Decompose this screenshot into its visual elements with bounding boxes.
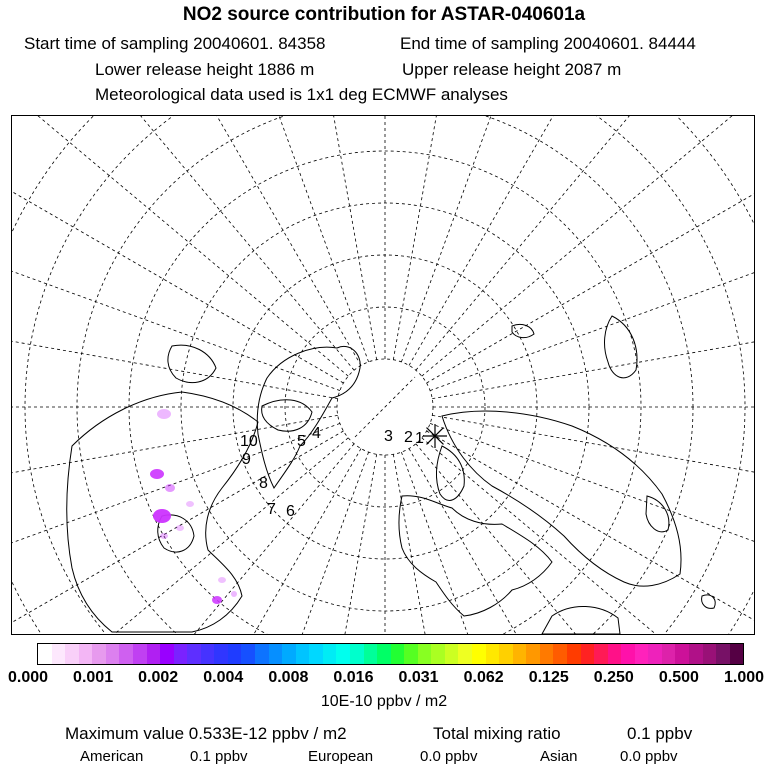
colorbar-cell (92, 644, 106, 664)
colorbar-cell (52, 644, 66, 664)
colorbar-tick-label: 0.031 (398, 669, 439, 686)
colorbar-tick-label: 0.004 (203, 669, 244, 686)
meridian-line (263, 454, 376, 634)
colorbar-cell (282, 644, 296, 664)
european-value: 0.0 ppbv (420, 748, 478, 765)
meridian-line (393, 454, 506, 634)
plume-blob (176, 525, 184, 531)
colorbar-cell (608, 644, 622, 664)
concentration-plume (150, 409, 237, 604)
europe-coast (399, 496, 552, 616)
island-coast (702, 595, 716, 608)
plume-blob (150, 469, 164, 479)
colorbar-tick-label: 0.008 (268, 669, 309, 686)
european-label: European (308, 748, 374, 765)
colorbar-unit: 10E-10 ppbv / m2 (320, 693, 448, 710)
start-time: Start time of sampling 20040601. 84358 (24, 34, 326, 53)
meridian-line (12, 285, 338, 398)
colorbar-cell (323, 644, 337, 664)
colorbar-cell (309, 644, 323, 664)
colorbar-cell (106, 644, 120, 664)
trajectory-label: 2 (404, 429, 413, 446)
latitude-circle (25, 116, 745, 634)
trajectory-label: 4 (312, 425, 321, 442)
colorbar-cell (147, 644, 161, 664)
american-value: 0.1 ppbv (190, 748, 248, 765)
meridian-line (12, 116, 348, 376)
colorbar-cell (703, 644, 717, 664)
meridian-line (416, 444, 754, 634)
colorbar-cell (228, 644, 242, 664)
colorbar-cell (621, 644, 635, 664)
colorbar-cell (377, 644, 391, 664)
colorbar-cell (255, 644, 269, 664)
asian-value: 0.0 ppbv (620, 748, 678, 765)
meridian-line (12, 423, 340, 634)
colorbar-cell (445, 644, 459, 664)
trajectory-label: 7 (267, 501, 276, 518)
trajectory-label: 8 (259, 475, 268, 492)
colorbar-cell (160, 644, 174, 664)
plume-blob (157, 409, 171, 419)
colorbar-cell (418, 644, 432, 664)
latitude-circle (12, 116, 754, 634)
meridian-line (422, 116, 754, 376)
total-mixing-value: 0.1 ppbv (627, 724, 693, 743)
map-canvas (12, 116, 754, 634)
meridian-line (401, 116, 624, 362)
colorbar-cell (214, 644, 228, 664)
colorbar-cell (716, 644, 730, 664)
trajectory-label: 3 (384, 428, 393, 445)
colorbar-cell (472, 644, 486, 664)
colorbar-cell (513, 644, 527, 664)
colorbar-cell (581, 644, 595, 664)
meridian-line (263, 116, 376, 360)
meridian-line (430, 423, 754, 634)
meridian-line (12, 431, 343, 634)
colorbar-cell (296, 644, 310, 664)
lower-release-height: Lower release height 1886 m (95, 60, 315, 79)
meridian-line (427, 431, 754, 634)
colorbar-cell (38, 644, 52, 664)
plume-blob (212, 596, 222, 604)
colorbar-cell (540, 644, 554, 664)
colorbar-cell (336, 644, 350, 664)
plume-blob (165, 484, 175, 492)
upper-release-height: Upper release height 2087 m (402, 60, 622, 79)
plume-blob (186, 501, 194, 507)
colorbar-cell (458, 644, 472, 664)
colorbar-tick-label: 0.250 (593, 669, 634, 686)
release-point-marker (423, 424, 447, 448)
polar-map (11, 115, 755, 635)
trajectory-label: 9 (242, 451, 251, 468)
colorbar-cell (689, 644, 703, 664)
colorbar-tick-label: 0.000 (7, 669, 49, 686)
colorbar-tick-label: 0.016 (333, 669, 374, 686)
colorbar (37, 643, 744, 665)
meridian-line (12, 444, 354, 634)
island-coast (512, 324, 534, 337)
colorbar-cell (269, 644, 283, 664)
plume-blob (153, 509, 171, 523)
meridian-line (432, 285, 754, 398)
colorbar-cell (201, 644, 215, 664)
total-mixing-label: Total mixing ratio (433, 724, 561, 743)
met-data-note: Meteorological data used is 1x1 deg ECMWF analyses (95, 85, 508, 104)
colorbar-cell (404, 644, 418, 664)
latitude-circle (77, 116, 693, 634)
colorbar-cell (662, 644, 676, 664)
meridian-line (432, 415, 754, 528)
colorbar-cell (187, 644, 201, 664)
asian-label: Asian (540, 748, 578, 765)
colorbar-cell (133, 644, 147, 664)
meridian-line (416, 116, 754, 370)
trajectory-label: 6 (286, 503, 295, 520)
siberia-coast (442, 411, 681, 586)
latitude-circle (129, 151, 641, 634)
max-value: Maximum value 0.533E-12 ppbv / m2 (65, 724, 347, 743)
colorbar-cell (567, 644, 581, 664)
colorbar-tick-label: 1.000 (723, 669, 765, 686)
africa-coast (542, 606, 620, 634)
lat-lon-grid (12, 116, 754, 634)
colorbar-cell (635, 644, 649, 664)
colorbar-tick-label: 0.002 (138, 669, 179, 686)
plume-blob (231, 591, 237, 597)
colorbar-cell (675, 644, 689, 664)
colorbar-cell (553, 644, 567, 664)
coastlines (67, 316, 716, 634)
colorbar-tick-label: 0.062 (463, 669, 504, 686)
colorbar-cell (594, 644, 608, 664)
trajectory-label: 1 (415, 430, 424, 447)
colorbar-cell (350, 644, 364, 664)
colorbar-cell (65, 644, 79, 664)
meridian-line (12, 116, 354, 370)
plume-blob (160, 533, 168, 539)
end-time: End time of sampling 20040601. 84444 (400, 34, 696, 53)
east-asia-coast (605, 316, 637, 378)
trajectory-label: 5 (297, 433, 306, 450)
colorbar-cell (174, 644, 188, 664)
colorbar-cell (730, 644, 744, 664)
colorbar-cell (526, 644, 540, 664)
colorbar-cell (241, 644, 255, 664)
alaska-coast (168, 345, 216, 382)
colorbar-cell (648, 644, 662, 664)
colorbar-cell (499, 644, 513, 664)
colorbar-cell (79, 644, 93, 664)
meridian-line (35, 116, 361, 365)
meridian-line (12, 438, 348, 634)
map-title: NO2 source contribution for ASTAR-040601a (182, 4, 586, 25)
meridian-line (146, 116, 369, 362)
colorbar-tick-label: 0.500 (658, 669, 699, 686)
colorbar-tick-label: 0.001 (73, 669, 114, 686)
colorbar-cell (486, 644, 500, 664)
colorbar-tick-label: 0.125 (528, 669, 569, 686)
colorbar-cell (364, 644, 378, 664)
colorbar-cell (119, 644, 133, 664)
american-label: American (80, 748, 144, 765)
meridian-line (146, 452, 369, 634)
colorbar-cell (391, 644, 405, 664)
meridian-line (430, 168, 754, 391)
meridian-line (409, 116, 735, 365)
plume-blob (218, 577, 226, 583)
trajectory-label: 10 (240, 433, 258, 450)
colorbar-cell (431, 644, 445, 664)
greenland-coast (257, 346, 360, 488)
